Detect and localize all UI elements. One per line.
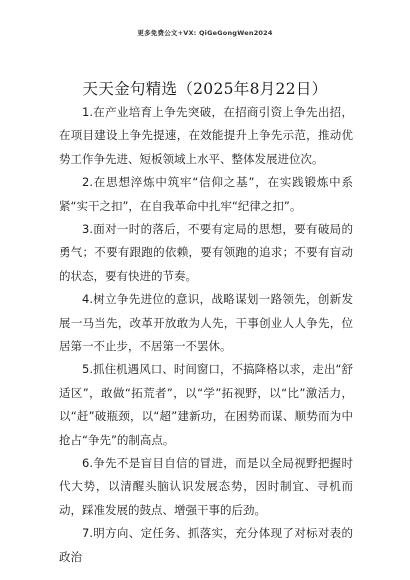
- paragraph-6: 6.争先不是盲目自信的冒进，而是以全局视野把握时代大势，以清醒头脑认识发展态势，因时制宜、寻机而动，踩准发展的鼓点、增强干事的后劲。: [59, 455, 353, 517]
- paragraph-5: 5.抓住机遇风口、时间窗口，不搞降格以求，走出“舒适区”，敢做“拓荒者”，以“学”拓视野，以“比”激活力，以“赶”破瓶颈，以“超”建新功，在困势而谋、顺势而为中抢占“争先”的制高点。: [59, 362, 353, 447]
- paragraph-4: 4.树立争先进位的意识，战略谋划一路领先，创新发展一马当先，改革开放敢为人先，干事创业人人争先，位居第一不止步，不居第一不罢休。: [59, 292, 353, 353]
- paragraph-3: 3.面对一时的落后，不要有定局的思想，要有破局的勇气；不要有跟跑的依赖，要有领跑的追求；不要有盲动的状态，要有快进的节奏。: [59, 221, 353, 283]
- paragraph-7: 7.明方向、定任务、抓落实，充分体现了对标对表的政治: [59, 526, 353, 564]
- paragraph-1: 1.在产业培育上争先突破，在招商引资上争先出招，在项目建设上争先提速，在效能提升上争先示范，推动优势工作争先进、短板领域上水平、整体发展进位次。: [59, 105, 353, 166]
- document-body: [59, 101, 353, 564]
- header-note: 更多免费公文+VX: QiGeGongWen2024: [137, 29, 273, 37]
- document-title: 天天金句精选（2025年8月22日）: [82, 80, 328, 98]
- paragraph-2: 2.在思想淬炼中筑牢“信仰之基”，在实践锻炼中系紧“实干之扣”，在自我革命中扎牢“纪律之扣”。: [59, 175, 353, 213]
